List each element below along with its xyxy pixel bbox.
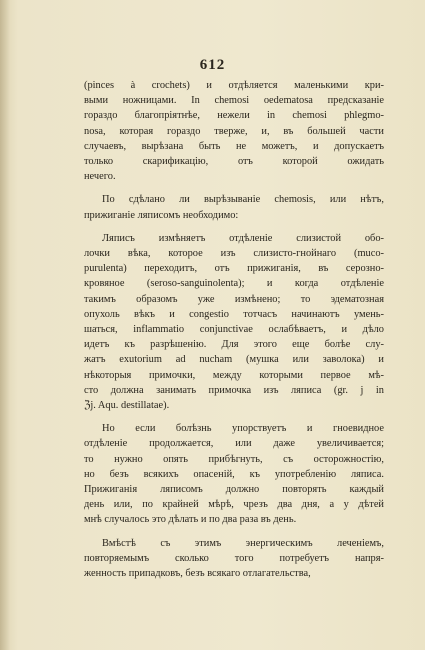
page-gutter-shadow bbox=[0, 0, 10, 650]
text-line: то нужно опять прибѣгнуть, съ осторожностію, bbox=[84, 453, 384, 465]
text-line: Ляписъ измѣняетъ отдѣленіе слизистой обо- bbox=[102, 232, 384, 244]
text-line: такимъ образомъ уже измѣнено; то эдематозная bbox=[84, 293, 384, 305]
paragraph-gap bbox=[84, 413, 384, 421]
body-text bbox=[84, 78, 384, 581]
text-line: жатъ exutorium ad nucham (мушка или заволока) и bbox=[84, 354, 384, 366]
text-line: мнѣ случалось это дѣлать и по два раза въ день. bbox=[84, 514, 297, 526]
text-line: только скарификацію, отъ которой ожидать bbox=[84, 156, 384, 168]
text-line: лочки вѣка, которое изъ слизисто-гнойнаго (muco- bbox=[84, 248, 384, 260]
text-line: purulenta) переходитъ, отъ прижиганія, въ серозно- bbox=[84, 263, 384, 275]
text-line: женность припадковъ, безъ всякаго отлагательства, bbox=[84, 568, 311, 580]
text-line: ℨj. Aqu. destillatae). bbox=[84, 400, 170, 412]
text-line: гораздо благопріятнѣе, нежели in chemosi phlegmo- bbox=[84, 110, 384, 122]
paragraph-gap bbox=[84, 528, 384, 536]
paragraph bbox=[84, 78, 384, 184]
text-line: кровяное (seroso-sanguinolenta); и когда отдѣленіе bbox=[84, 278, 384, 290]
page-number: 612 bbox=[199, 57, 226, 73]
text-line: идетъ къ разрѣшенію. Для этого еще болѣе слу- bbox=[84, 339, 384, 351]
text-line: Но если болѣзнь упорствуетъ и гноевидное bbox=[102, 423, 384, 435]
text-line: Вмѣстѣ съ этимъ энергическимъ леченіемъ, bbox=[102, 537, 384, 549]
text-line: нѣкоторыя примочки, между которыми первое мѣ- bbox=[84, 369, 384, 381]
paragraph-gap bbox=[84, 184, 384, 192]
text-line: По сдѣлано ли вырѣзываніе chemosis, или нѣтъ, bbox=[102, 194, 384, 206]
text-line: день или, по крайней мѣрѣ, чрезъ два дня, а у дѣтей bbox=[84, 499, 384, 511]
paragraph bbox=[84, 231, 384, 413]
text-line: повторяемымъ сколько того потребуетъ напря- bbox=[84, 552, 384, 564]
text-line: Прижиганія ляписомъ должно повторять каждый bbox=[84, 484, 384, 496]
paragraph bbox=[84, 536, 384, 582]
paragraph-gap bbox=[84, 223, 384, 231]
paragraph bbox=[84, 192, 384, 222]
text-line: прижиганіе ляписомъ необходимо: bbox=[84, 209, 239, 221]
text-line: нечего. bbox=[84, 171, 116, 183]
text-line: сто должна занимать примочка изъ ляписа (gr. j in bbox=[84, 384, 384, 396]
text-line: опухоль вѣкъ и congestio тотчасъ начинаютъ умень- bbox=[84, 308, 384, 320]
text-line: случаевъ, вырѣзана быть не можетъ, и допускаетъ bbox=[84, 140, 384, 152]
text-line: отдѣленіе продолжается, или даже увеличивается; bbox=[84, 438, 384, 450]
text-line: nosa, которая гораздо тверже, и, въ большей части bbox=[84, 125, 384, 137]
text-line: но безъ всякихъ опасеній, къ употребленію ляписа. bbox=[84, 468, 384, 480]
text-line: (pinces à crochets) и отдѣляется маленькими кри- bbox=[84, 80, 384, 91]
text-line: выми ножницами. In chemosi oedematosa предсказаніе bbox=[84, 95, 384, 107]
paragraph bbox=[84, 421, 384, 527]
text-line: шаться, inflammatio conjunctivae ослабѣваетъ, и дѣло bbox=[84, 324, 384, 336]
